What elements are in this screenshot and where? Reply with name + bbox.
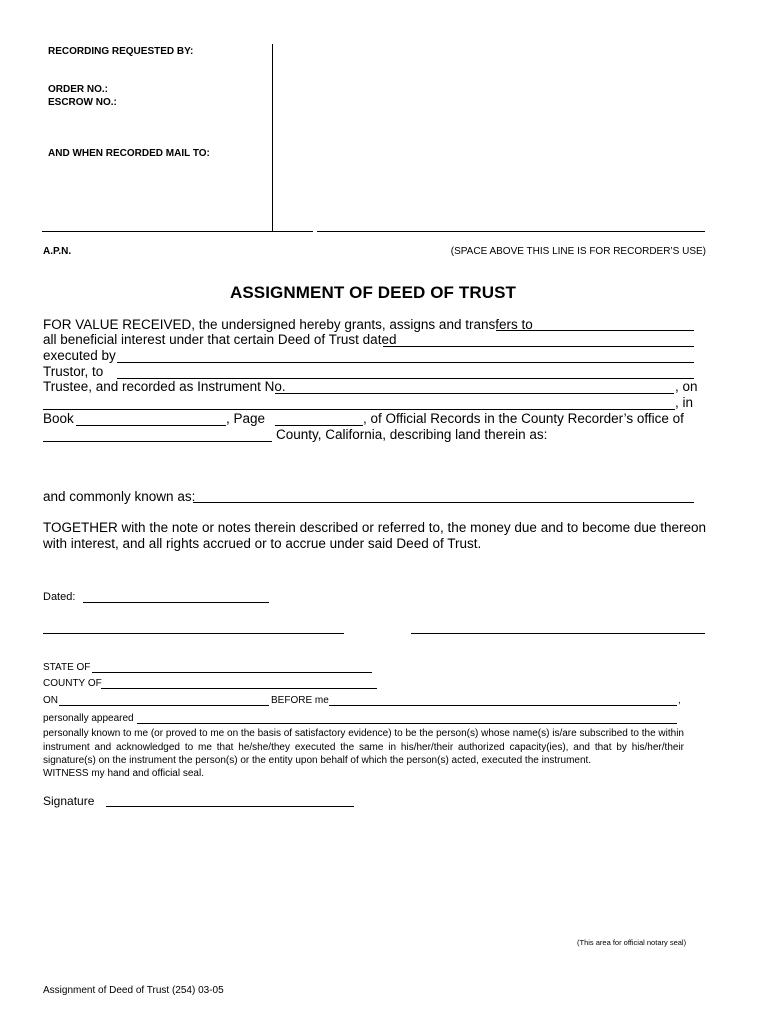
recording-requested-by-label: RECORDING REQUESTED BY: — [48, 46, 194, 57]
dated-field[interactable] — [83, 602, 269, 603]
county-california-text: County, California, describing land therein as: — [276, 427, 548, 442]
state-of-field[interactable] — [92, 672, 372, 673]
apn-label: A.P.N. — [43, 246, 72, 257]
notary-comma: , — [678, 695, 681, 706]
instrument-no-field[interactable] — [275, 393, 674, 394]
executed-by-text: executed by — [43, 348, 116, 363]
on-text: , on — [675, 379, 698, 394]
executed-by-field[interactable] — [117, 362, 694, 363]
footer-form-id: Assignment of Deed of Trust (254) 03-05 — [43, 985, 224, 996]
header-divider-vertical — [272, 44, 273, 232]
header-rule-left — [42, 231, 313, 232]
book-label: Book — [43, 411, 74, 426]
trustor-text: Trustor, to — [43, 364, 104, 379]
notary-date-field[interactable] — [59, 705, 269, 706]
county-field[interactable] — [43, 441, 272, 442]
recording-date-field[interactable] — [43, 409, 675, 410]
notary-name-field[interactable] — [329, 705, 677, 706]
signature-label: Signature — [43, 794, 95, 808]
page-field[interactable] — [275, 425, 363, 426]
dated-label: Dated: — [43, 591, 76, 603]
official-records-text: , of Official Records in the County Recorder’s office of — [363, 411, 684, 426]
state-of-label: STATE OF — [43, 662, 91, 673]
notary-statement: personally known to me (or proved to me on the basis of satisfactory evidence) to be the person(s) whose name(s) is/are subscribed to the within instrument and acknowledged to me that he/she/they executed the same in his/her/their authorized capacity(ies), and that by his/her/their signature(s) on the instrument the person(s) or the entity upon behalf of which the person(s) acted, executed the instrument. — [43, 728, 684, 766]
book-field[interactable] — [76, 425, 226, 426]
deed-date-field[interactable] — [383, 346, 694, 347]
commonly-known-label: and commonly known as: — [43, 489, 196, 504]
notary-signature-field[interactable] — [106, 806, 354, 807]
escrow-no-label: ESCROW NO.: — [48, 97, 117, 108]
page-label: , Page — [226, 411, 266, 426]
in-text: , in — [675, 395, 694, 410]
on-label: ON — [43, 695, 58, 706]
mail-to-label: AND WHEN RECORDED MAIL TO: — [48, 148, 210, 159]
header-rule-right — [317, 231, 705, 232]
document-title: ASSIGNMENT OF DEED OF TRUST — [229, 283, 517, 302]
recorder-use-note: (SPACE ABOVE THIS LINE IS FOR RECORDER’S USE) — [450, 246, 706, 257]
beneficial-interest-text: all beneficial interest under that certain Deed of Trust dated — [43, 332, 397, 347]
together-paragraph: TOGETHER with the note or notes therein described or referred to, the money due and to become due thereon with interest, and all rights accrued or to accrue under said Deed of Trust. — [43, 520, 706, 551]
personally-appeared-field[interactable] — [137, 723, 677, 724]
before-me-label: BEFORE me — [271, 695, 329, 706]
signature-line-left[interactable] — [43, 633, 344, 634]
assignee-field[interactable] — [496, 330, 694, 331]
county-of-field[interactable] — [101, 688, 377, 689]
notary-seal-note: (This area for official notary seal) — [577, 938, 687, 947]
value-received-text: FOR VALUE RECEIVED, the undersigned hereby grants, assigns and transfers to — [43, 317, 533, 332]
personally-appeared-label: personally appeared — [43, 713, 134, 724]
witness-text: WITNESS my hand and official seal. — [43, 768, 204, 779]
commonly-known-field[interactable] — [193, 502, 694, 503]
county-of-label: COUNTY OF — [43, 678, 102, 689]
signature-line-right[interactable] — [411, 633, 705, 634]
order-no-label: ORDER NO.: — [48, 84, 108, 95]
instrument-no-text: Trustee, and recorded as Instrument No. — [43, 379, 286, 394]
